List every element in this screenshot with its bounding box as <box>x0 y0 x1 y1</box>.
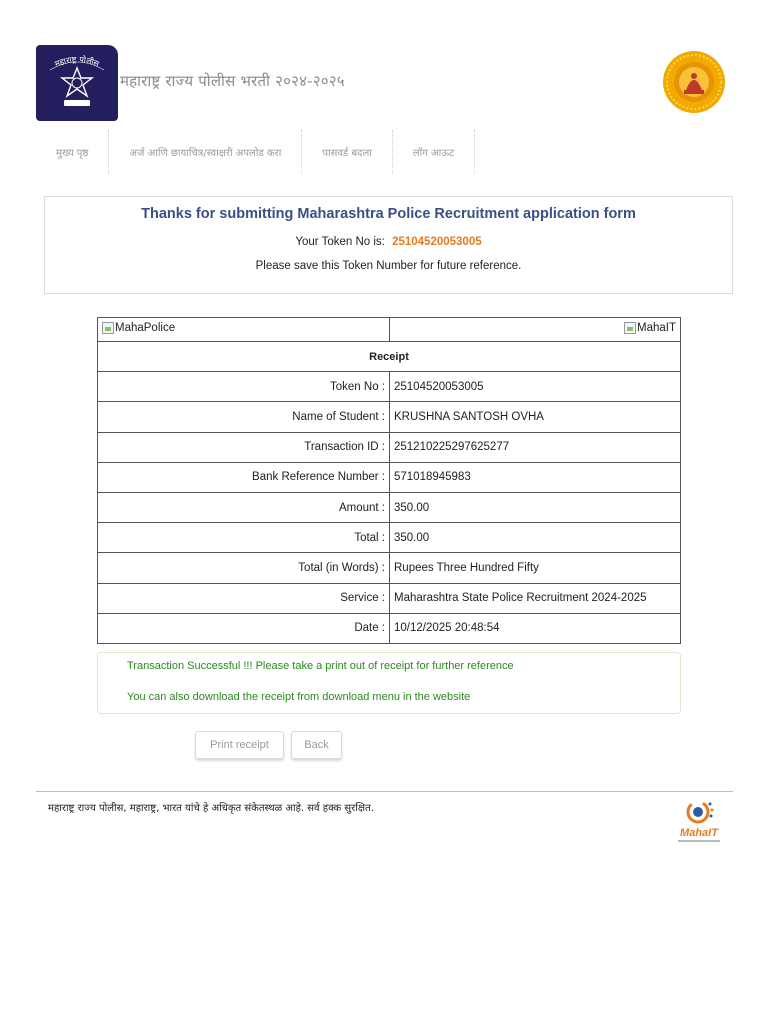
row-value: 10/12/2025 20:48:54 <box>390 613 681 643</box>
maharashtra-emblem-icon <box>662 50 726 114</box>
table-row <box>98 432 681 462</box>
row-value: 571018945983 <box>390 462 681 492</box>
row-label: Total : <box>98 523 390 553</box>
back-button[interactable]: Back <box>291 731 342 759</box>
broken-image-icon <box>102 322 114 334</box>
table-row <box>98 523 681 553</box>
nav-item-change-password[interactable]: पासवर्ड बदला <box>302 130 393 174</box>
mahapolice-image <box>102 322 175 334</box>
row-value: Maharashtra State Police Recruitment 2024-2025 <box>390 583 681 613</box>
footer-copyright: महाराष्ट्र राज्य पोलीस, महाराष्ट्र, भारत यांचे हे अधिकृत संकेतस्थळ आहे. सर्व हक्क सुरक्षित. <box>48 803 374 814</box>
success-alert <box>97 652 681 714</box>
nav-item-home[interactable]: मुख्य पृष्ठ <box>36 130 109 174</box>
logo-text: महाराष्ट्र पोलीस <box>53 54 101 69</box>
footer-divider <box>36 791 733 792</box>
mahapolice-image-cell <box>98 318 390 342</box>
header <box>0 0 768 128</box>
table-row <box>98 553 681 583</box>
row-value: KRUSHNA SANTOSH OVHA <box>390 402 681 432</box>
mahapolice-image-alt: MahaPolice <box>115 322 176 334</box>
main-nav <box>36 130 475 174</box>
row-value: 251210225297625277 <box>390 432 681 462</box>
row-label: Bank Reference Number : <box>98 462 390 492</box>
print-receipt-button[interactable]: Print receipt <box>195 731 284 759</box>
table-row <box>98 613 681 643</box>
row-label: Token No : <box>98 372 390 402</box>
row-label: Service : <box>98 583 390 613</box>
table-row <box>98 462 681 492</box>
row-label: Amount : <box>98 492 390 522</box>
maharashtra-police-logo[interactable] <box>36 45 118 121</box>
mahait-logo[interactable] <box>672 798 726 846</box>
row-label: Transaction ID : <box>98 432 390 462</box>
table-row <box>98 372 681 402</box>
confirmation-title: Thanks for submitting Maharashtra Police Recruitment application form <box>141 206 636 222</box>
mahait-image <box>624 322 676 334</box>
police-star-icon <box>42 50 112 116</box>
token-line <box>45 236 732 248</box>
row-label: Total (in Words) : <box>98 553 390 583</box>
save-token-note: Please save this Token Number for future reference. <box>255 260 522 272</box>
receipt-logo-row <box>98 318 681 342</box>
row-value: Rupees Three Hundred Fifty <box>390 553 681 583</box>
mahait-image-cell <box>390 318 681 342</box>
row-label: Date : <box>98 613 390 643</box>
success-message: Transaction Successful !!! Please take a print out of receipt for further reference <box>127 660 514 672</box>
broken-image-icon <box>624 322 636 334</box>
confirmation-panel <box>44 196 733 294</box>
site-title: महाराष्ट्र राज्य पोलीस भरती २०२४-२०२५ <box>120 72 345 90</box>
receipt-title-row <box>98 342 681 372</box>
receipt-title: Receipt <box>98 342 681 372</box>
mahait-logo-text: MahaIT <box>680 827 718 839</box>
token-label: Your Token No is: <box>295 236 385 248</box>
svg-text:महाराष्ट्र पोलीस <box>54 54 101 69</box>
receipt-table <box>97 317 681 644</box>
row-value: 350.00 <box>390 523 681 553</box>
token-value: 25104520053005 <box>392 236 482 248</box>
table-row <box>98 583 681 613</box>
download-note: You can also download the receipt from download menu in the website <box>127 691 471 703</box>
nav-item-logout[interactable]: लॉग आऊट <box>393 130 475 174</box>
nav-item-application-upload[interactable]: अर्ज आणि छायाचित्र/स्वाक्षरी अपलोड करा <box>109 130 302 174</box>
table-row <box>98 492 681 522</box>
row-value: 25104520053005 <box>390 372 681 402</box>
table-row <box>98 402 681 432</box>
row-label: Name of Student : <box>98 402 390 432</box>
mahait-image-alt: MahaIT <box>637 322 676 334</box>
row-value: 350.00 <box>390 492 681 522</box>
